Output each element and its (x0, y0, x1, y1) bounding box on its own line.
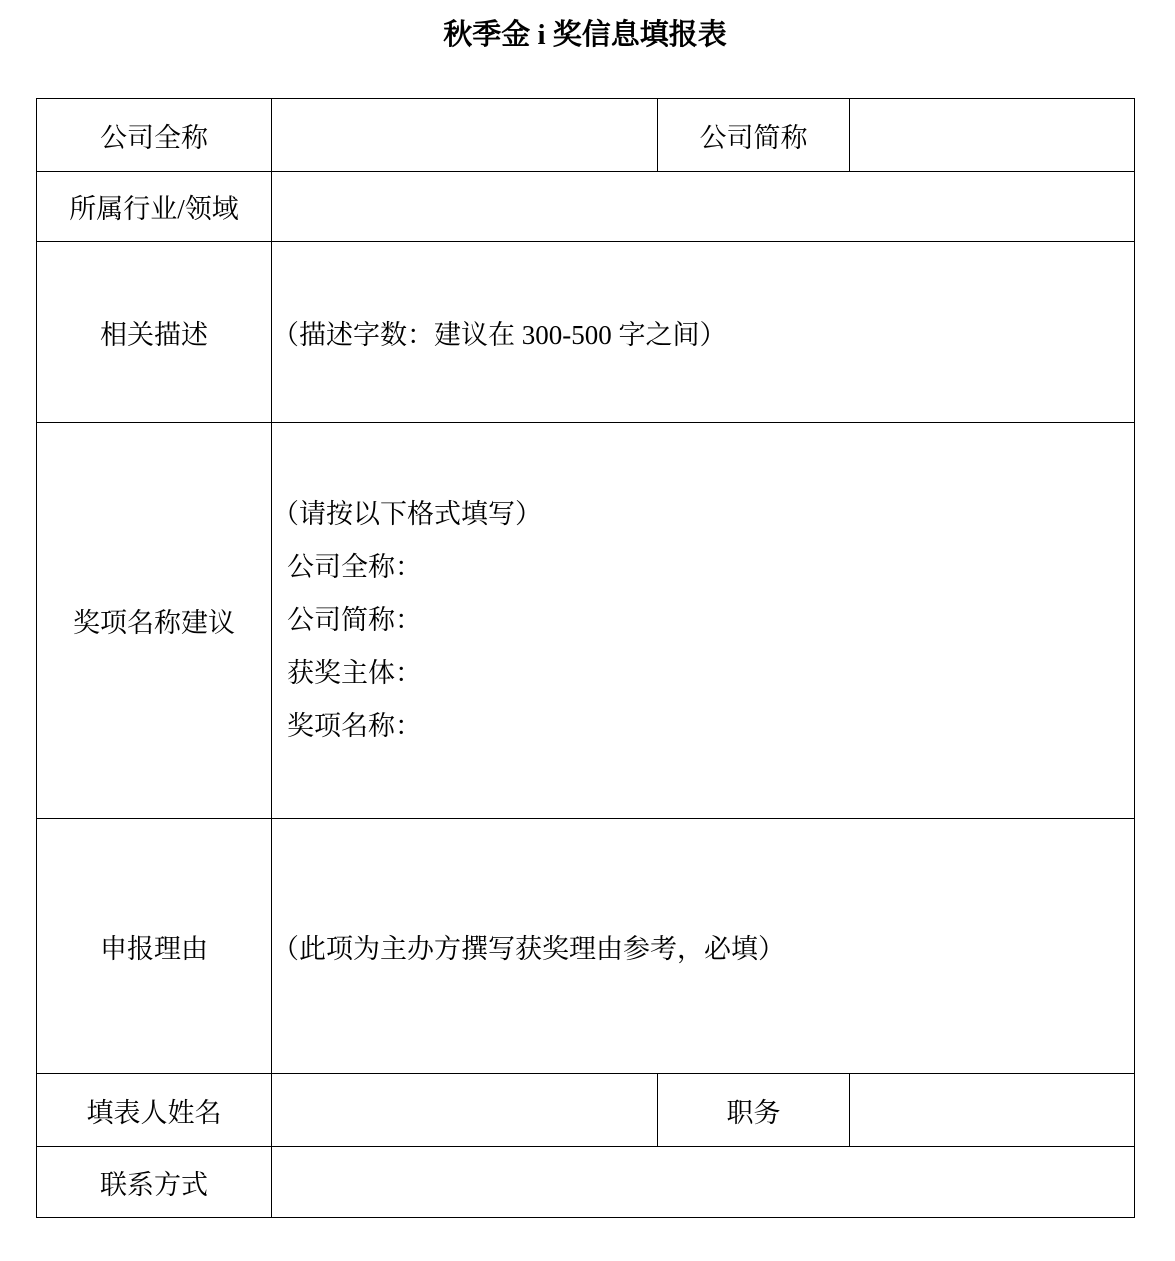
contact-label: 联系方式 (37, 1147, 272, 1218)
contact-input-cell[interactable] (272, 1147, 1135, 1218)
award-format-hint-line: （请按以下格式填写） (272, 499, 542, 529)
industry-label: 所属行业/领域 (37, 172, 272, 242)
description-label: 相关描述 (37, 242, 272, 423)
company-short-name-input-cell[interactable] (850, 99, 1135, 172)
industry-input-cell[interactable] (272, 172, 1135, 242)
row-industry (37, 172, 1135, 242)
filler-name-label: 填表人姓名 (37, 1074, 272, 1147)
award-line-award-title: 奖项名称： (287, 711, 422, 741)
row-award-name-suggestion (37, 423, 1135, 819)
company-full-name-input-cell[interactable] (272, 99, 658, 172)
document-title: 秋季金 i 奖信息填报表 (443, 19, 727, 51)
award-format-lines (272, 488, 1134, 753)
company-short-name-label: 公司简称 (658, 99, 850, 172)
row-company-name (37, 99, 1135, 172)
award-line-company-full-name: 公司全称： (287, 552, 422, 582)
award-line-company-short-name: 公司简称： (287, 605, 422, 635)
application-reason-placeholder-text: （此项为主办方撰写获奖理由参考，必填） (272, 933, 785, 964)
description-input-cell[interactable] (272, 242, 1135, 423)
company-full-name-label: 公司全称 (37, 99, 272, 172)
award-line-award-recipient: 获奖主体： (287, 658, 422, 688)
application-reason-input-cell[interactable] (272, 819, 1135, 1074)
application-reason-label: 申报理由 (37, 819, 272, 1074)
position-label: 职务 (658, 1074, 850, 1147)
award-name-suggestion-input-cell[interactable] (272, 423, 1135, 819)
description-placeholder-text: （描述字数：建议在 300-500 字之间） (272, 319, 727, 350)
row-application-reason (37, 819, 1135, 1074)
row-filler-info (37, 1074, 1135, 1147)
award-name-suggestion-label: 奖项名称建议 (37, 423, 272, 819)
award-info-form-table (36, 98, 1135, 1218)
position-input-cell[interactable] (850, 1074, 1135, 1147)
row-contact (37, 1147, 1135, 1218)
row-description (37, 242, 1135, 423)
filler-name-input-cell[interactable] (272, 1074, 658, 1147)
